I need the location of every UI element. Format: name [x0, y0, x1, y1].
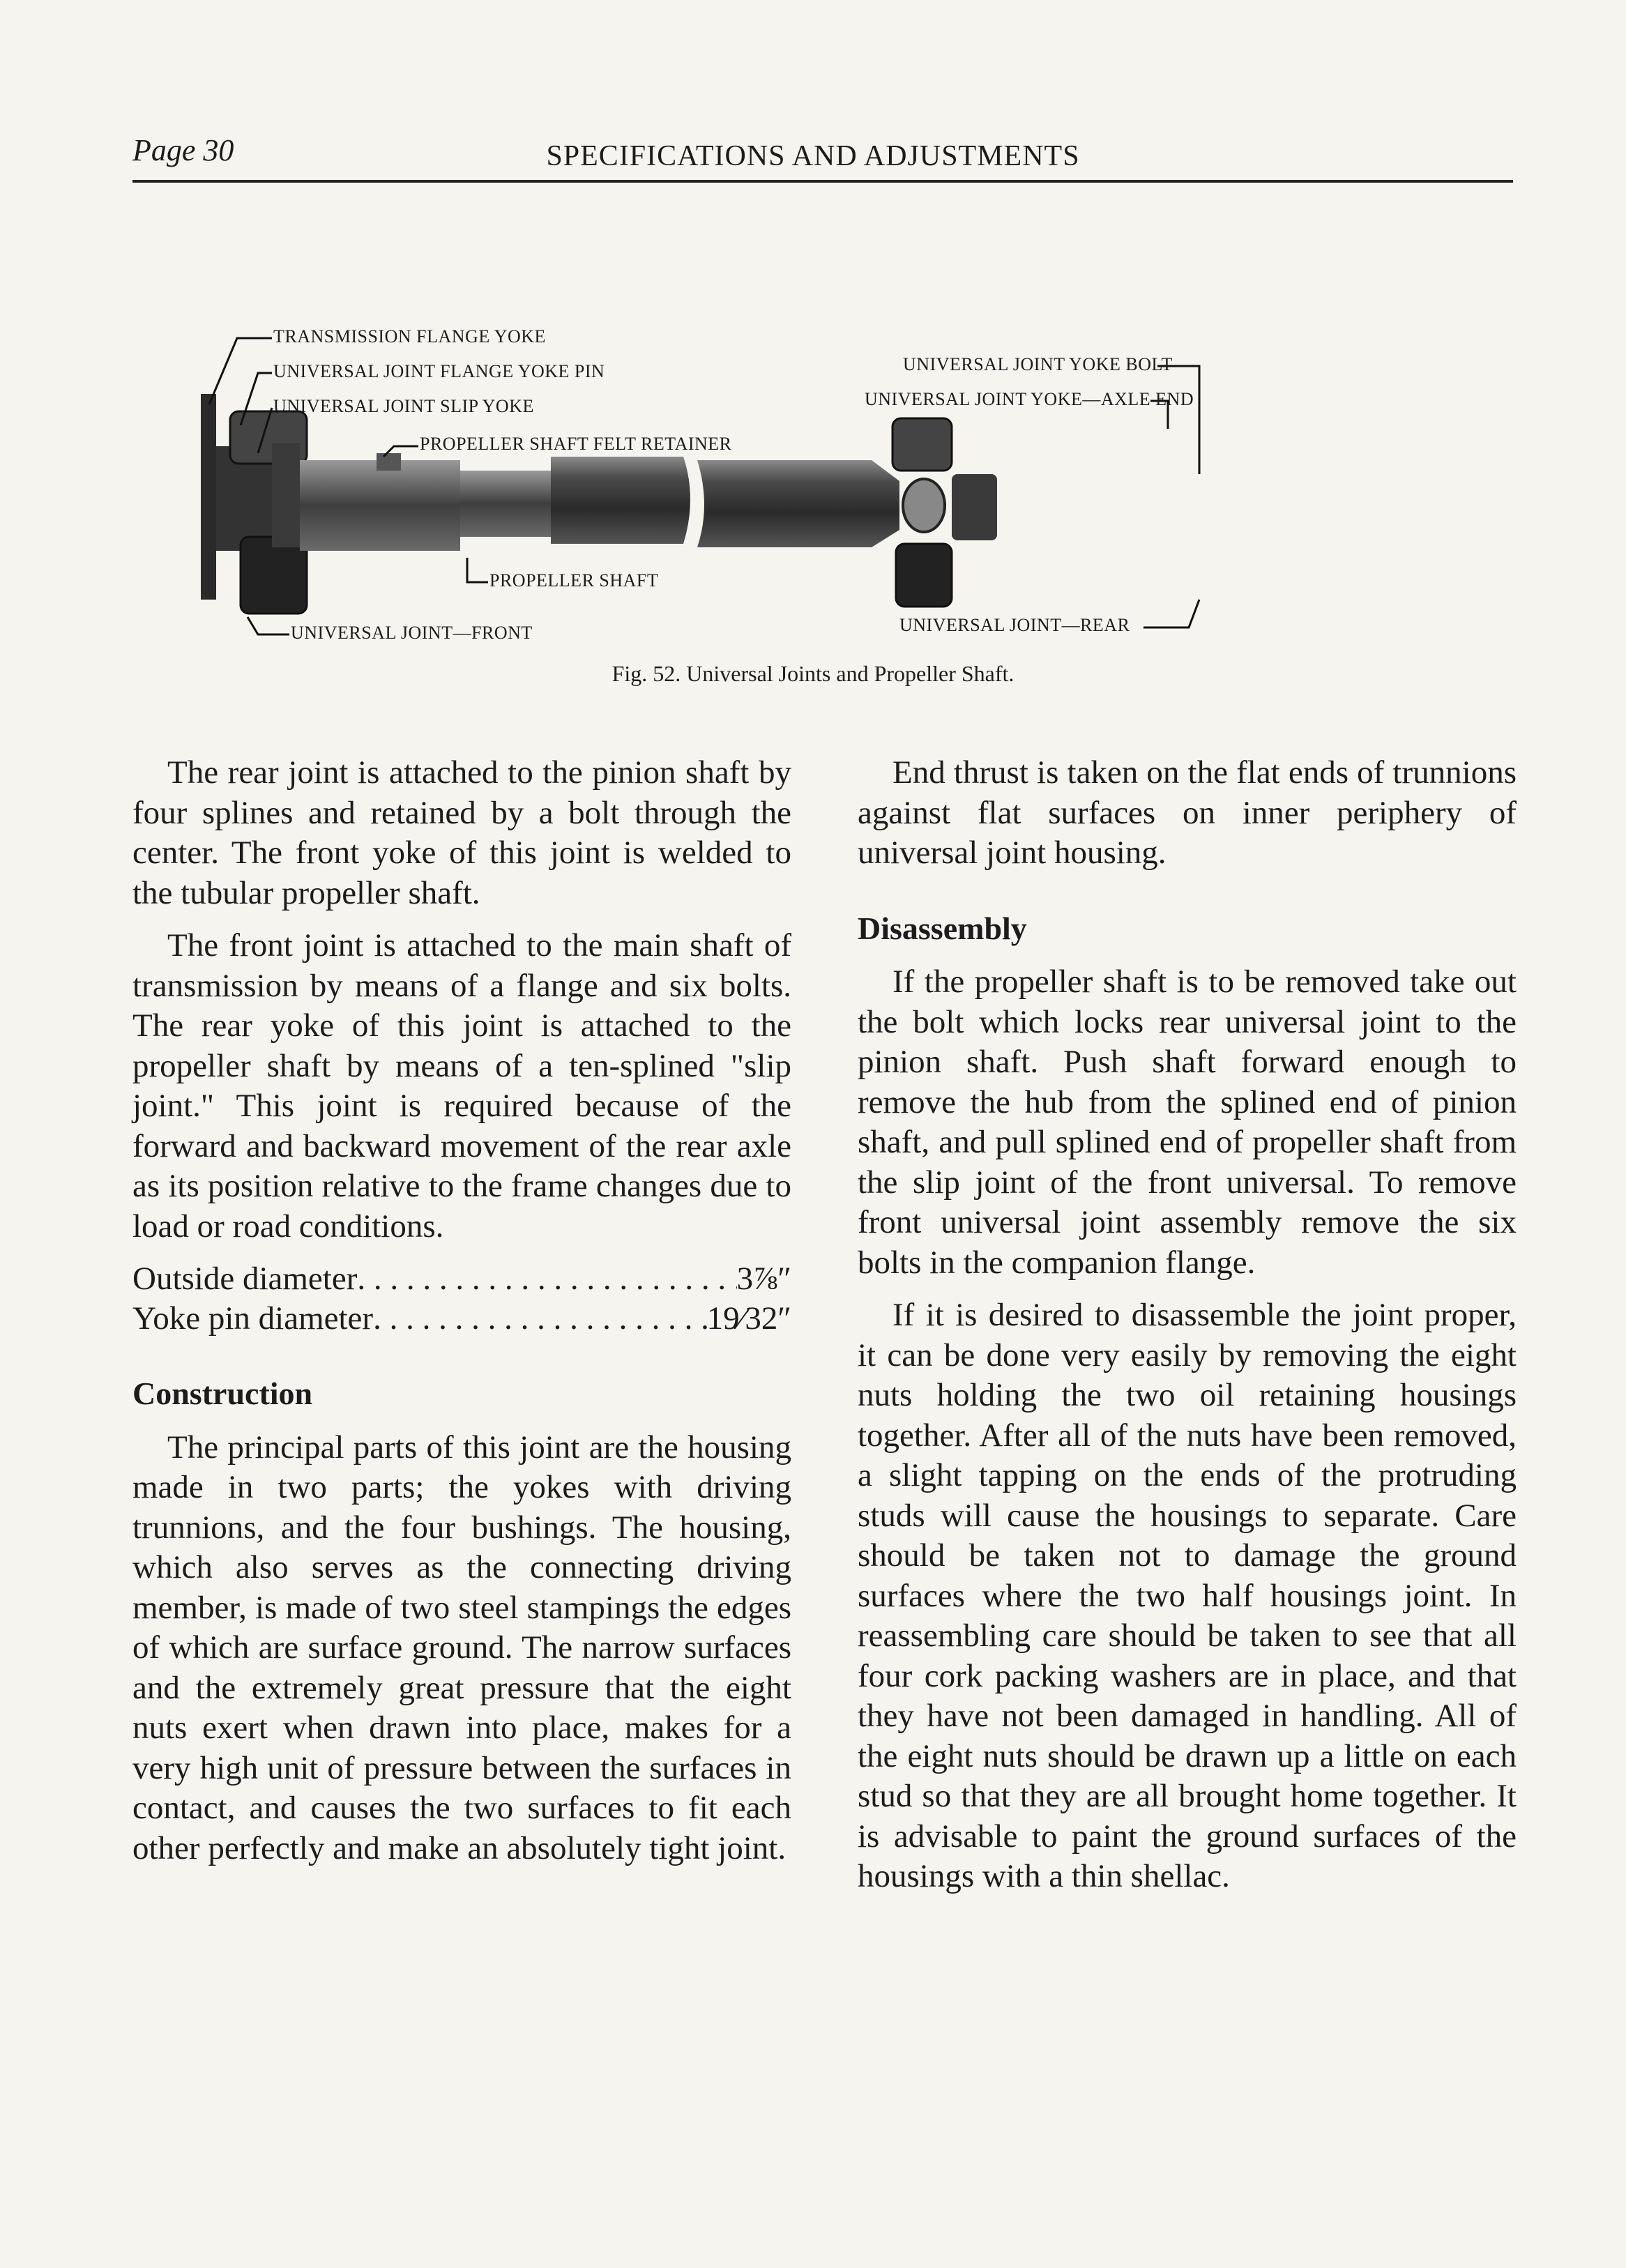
leader-dots — [373, 1299, 706, 1339]
label-felt-retainer: PROPELLER SHAFT FELT RETAINER — [420, 434, 732, 454]
heading-construction: Construction — [132, 1376, 313, 1411]
right-column — [858, 753, 1517, 1910]
paragraph-remove-shaft: If the propeller shaft is to be removed take out the bolt which locks rear universal joint to the pinion shaft. Push shaft forward enough to remove the hub from the splined end of pinion shaft, and pull splined end of propeller shaft from the slip joint of the front universal. To remove front universal joint assembly remove the six bolts in the companion flange. — [858, 964, 1517, 1281]
spec-value: 19⁄32″ — [706, 1300, 791, 1337]
label-propeller-shaft: PROPELLER SHAFT — [489, 570, 659, 591]
leader-dots — [357, 1259, 736, 1299]
spec-row-yoke-pin-diameter — [132, 1299, 791, 1339]
figure-universal-joints — [195, 307, 1450, 669]
label-flange-yoke-pin: UNIVERSAL JOINT FLANGE YOKE PIN — [273, 361, 605, 381]
spec-list — [132, 1259, 791, 1339]
header-rule — [132, 180, 1513, 183]
label-yoke-bolt: UNIVERSAL JOINT YOKE BOLT — [903, 354, 1173, 374]
section-title: SPECIFICATIONS AND ADJUSTMENTS — [546, 140, 1080, 172]
paragraph-front-joint: The front joint is attached to the main shaft of transmission by means of a flange and six bolts. The rear yoke of this joint is attached to the propeller shaft by means of a ten-splined "slip joint." This joint is required because of the forward and backward movement of the rear axle as its position relative to the frame changes due to load or road conditions. — [132, 927, 791, 1245]
page-number: Page 30 — [132, 133, 234, 167]
label-universal-joint-front: UNIVERSAL JOINT—FRONT — [291, 623, 533, 643]
paragraph-disassemble-joint: If it is desired to disassemble the joint proper, it can be done very easily by removing the eight nuts holding the two oil retaining housings together. After all of the nuts have been removed, a slight tapping on the ends of the protruding studs will cause the housings to separate. Care should be taken not to damage the ground surfaces where the two half housings joint. In reassembling care should be taken to see that all four cork packing washers are in place, and that they have not been damaged in handling. All of the eight nuts should be drawn up a little on each stud so that they are all brought home together. It is advisable to paint the ground surfaces of the housings with a thin shellac. — [858, 1297, 1517, 1894]
spec-name: Yoke pin diameter — [132, 1300, 374, 1337]
figure-caption: Fig. 52. Universal Joints and Propeller Shaft. — [611, 661, 1015, 686]
paragraph-rear-joint: The rear joint is attached to the pinion shaft by four splines and retained by a bolt through the center. The front yoke of this joint is welded to the tubular propeller shaft. — [132, 754, 791, 911]
heading-disassembly: Disassembly — [858, 910, 1027, 946]
spec-value: 3⅞″ — [736, 1261, 791, 1297]
label-yoke-axle-end: UNIVERSAL JOINT YOKE—AXLE END — [865, 389, 1194, 409]
paragraph-end-thrust: End thrust is taken on the flat ends of trunnions against flat surfaces on inner periphery of universal joint housing. — [858, 754, 1517, 871]
label-universal-joint-rear: UNIVERSAL JOINT—REAR — [899, 615, 1130, 635]
spec-row-outside-diameter — [132, 1259, 791, 1299]
label-slip-yoke: UNIVERSAL JOINT SLIP YOKE — [273, 396, 534, 416]
paragraph-construction: The principal parts of this joint are the housing made in two parts; the yokes with driving trunnions, and the four bushings. The housing, which also serves as the connecting driving member, is made of two steel stampings the edges of which are surface ground. The narrow surfaces and the extremely great pressure that the eight nuts exert when drawn into place, makes for a very high unit of pressure between the surfaces in contact, and causes the two surfaces to fit each other perfectly and make an absolutely tight joint. — [132, 1429, 791, 1866]
spec-name: Outside diameter — [132, 1261, 358, 1297]
left-column — [132, 753, 791, 1881]
label-transmission-flange-yoke: TRANSMISSION FLANGE YOKE — [273, 326, 546, 347]
